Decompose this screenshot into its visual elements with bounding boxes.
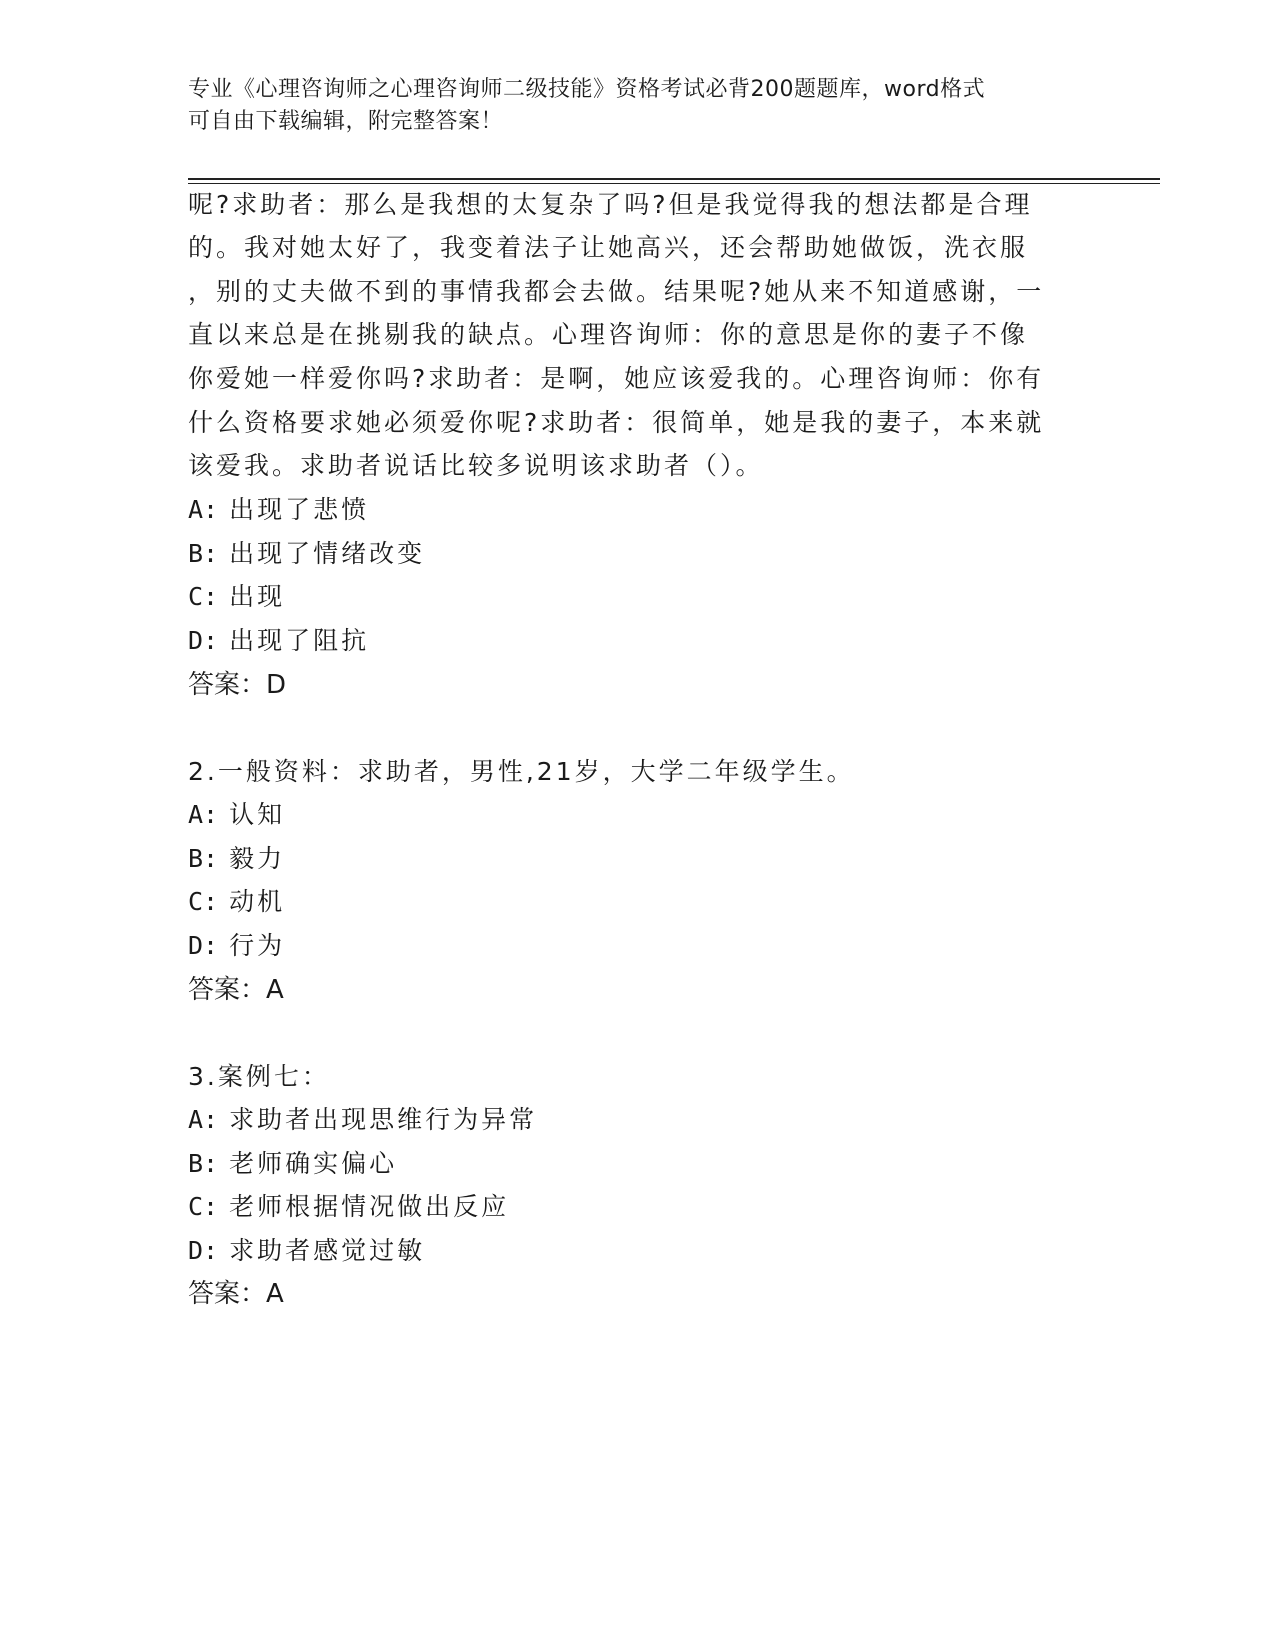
option-text: 老师确实偏心 xyxy=(229,1149,398,1178)
q2-option-b xyxy=(188,844,285,874)
q2-option-a xyxy=(188,800,285,830)
q1-stem-line: 你爱她一样爱你吗?求助者：是啊，她应该爱我的。心理咨询师：你有 xyxy=(188,364,1045,393)
q1-answer: 答案：D xyxy=(188,670,287,700)
q1-stem-line: 的。我对她太好了，我变着法子让她高兴，还会帮助她做饭，洗衣服 xyxy=(188,233,1029,262)
option-text: 求助者出现思维行为异常 xyxy=(229,1105,538,1134)
header-divider-thick xyxy=(188,178,1160,180)
option-key: A: xyxy=(188,1105,219,1134)
option-key: C: xyxy=(188,582,219,611)
option-text: 认知 xyxy=(229,800,286,829)
option-key: D: xyxy=(188,931,219,960)
q3-option-c xyxy=(188,1192,509,1222)
option-text: 出现了情绪改变 xyxy=(229,539,426,568)
q1-stem-line: 什么资格要求她必须爱你呢?求助者：很简单，她是我的妻子，本来就 xyxy=(188,408,1045,437)
option-key: C: xyxy=(188,1192,219,1221)
option-key: A: xyxy=(188,495,219,524)
q1-stem-line: 呢?求助者：那么是我想的太复杂了吗?但是我觉得我的想法都是合理 xyxy=(188,190,1033,219)
q2-stem: 2.一般资料：求助者，男性,21岁，大学二年级学生。 xyxy=(188,757,855,786)
q2-option-d xyxy=(188,931,285,961)
q1-option-c xyxy=(188,582,285,612)
q1-stem-line: 直以来总是在挑剔我的缺点。心理咨询师：你的意思是你的妻子不像 xyxy=(188,320,1029,349)
option-key: B: xyxy=(188,844,219,873)
q2-option-c xyxy=(188,887,285,917)
q2-answer: 答案：A xyxy=(188,975,284,1005)
q3-stem: 3.案例七： xyxy=(188,1062,330,1091)
option-key: A: xyxy=(188,800,219,829)
option-text: 求助者感觉过敏 xyxy=(229,1236,426,1265)
option-text: 出现了悲愤 xyxy=(229,495,370,524)
document-header xyxy=(188,74,1088,138)
q1-option-b xyxy=(188,539,425,569)
option-text: 动机 xyxy=(229,887,286,916)
option-key: B: xyxy=(188,539,219,568)
option-key: D: xyxy=(188,1236,219,1265)
option-text: 出现了阻抗 xyxy=(229,626,370,655)
header-divider-thin xyxy=(188,183,1160,184)
q3-option-b xyxy=(188,1149,397,1179)
option-text: 行为 xyxy=(229,931,286,960)
q3-option-d xyxy=(188,1236,425,1266)
option-key: B: xyxy=(188,1149,219,1178)
q1-stem-line: ，别的丈夫做不到的事情我都会去做。结果呢?她从来不知道感谢，一 xyxy=(188,277,1045,306)
q3-option-a xyxy=(188,1105,537,1135)
option-text: 老师根据情况做出反应 xyxy=(229,1192,510,1221)
option-key: C: xyxy=(188,887,219,916)
header-line-1: 专业《心理咨询师之心理咨询师二级技能》资格考试必背200题题库，word格式 xyxy=(188,77,986,102)
q1-option-a xyxy=(188,495,369,525)
option-text: 毅力 xyxy=(229,844,286,873)
option-text: 出现 xyxy=(229,582,286,611)
q1-stem-line: 该爱我。求助者说话比较多说明该求助者（）。 xyxy=(188,451,764,480)
q1-option-d xyxy=(188,626,369,656)
option-key: D: xyxy=(188,626,219,655)
header-line-2: 可自由下载编辑，附完整答案！ xyxy=(188,109,504,134)
q3-answer: 答案：A xyxy=(188,1279,284,1309)
